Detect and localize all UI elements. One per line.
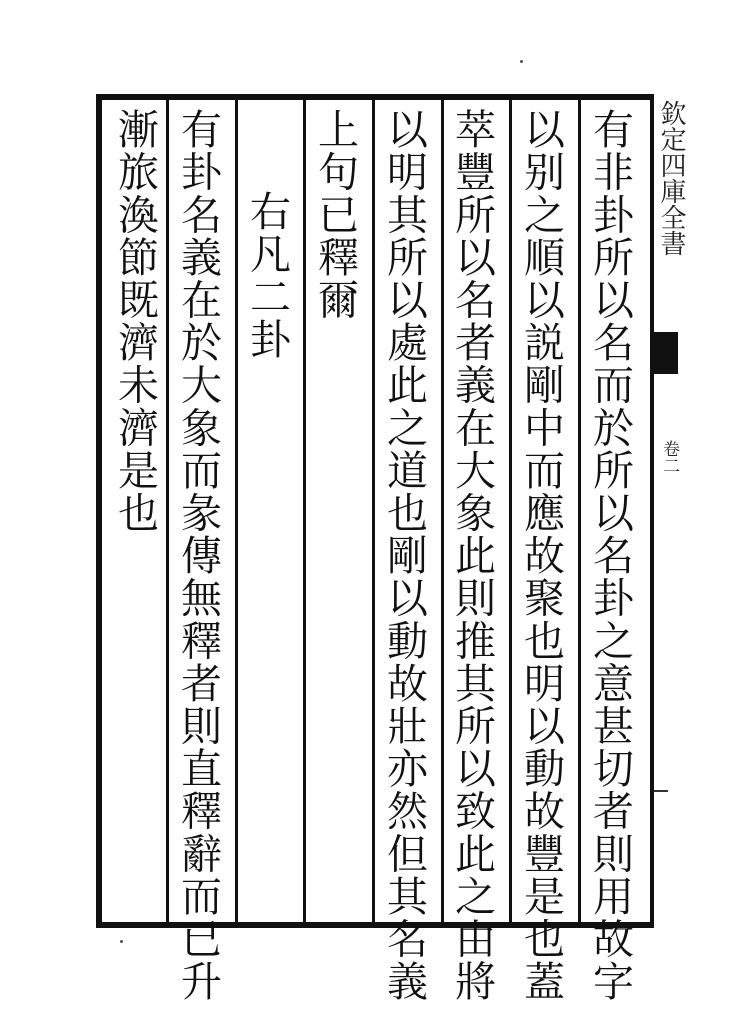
text-column-3: 萃豐所以名者義在大象此則推其所以致此之由將: [448, 108, 496, 1003]
column-divider: [235, 100, 238, 922]
speck: [520, 60, 523, 63]
column-divider: [509, 100, 512, 922]
text-column-7: 有卦名義在於大象而彖傳無釋者則直釋辭而已升: [174, 108, 222, 1003]
column-divider: [441, 100, 444, 922]
column-divider: [578, 100, 581, 922]
margin-tick: [654, 790, 668, 792]
text-column-8: 漸旅渙節既濟未濟是也: [111, 108, 159, 534]
speck: [120, 940, 123, 943]
fish-tail-mark: [654, 332, 678, 374]
text-column-1: 有非卦所以名而於所以名卦之意甚切者則用故字: [586, 108, 634, 1003]
text-column-5: 上句已釋爾: [311, 108, 359, 321]
text-column-4: 以明其所以處此之道也剛以動故壯亦然但其名義: [380, 108, 428, 1003]
column-divider: [372, 100, 375, 922]
column-divider: [303, 100, 306, 922]
text-column-6: 右凡二卦: [243, 190, 291, 361]
column-divider: [166, 100, 169, 922]
margin-juan: 卷二: [659, 440, 679, 474]
margin-border: [650, 94, 654, 928]
margin-title: 欽定四庫全書: [656, 100, 686, 256]
text-column-2: 以别之順以説剛中而應故聚也明以動故豐是也蓋: [517, 108, 565, 1003]
